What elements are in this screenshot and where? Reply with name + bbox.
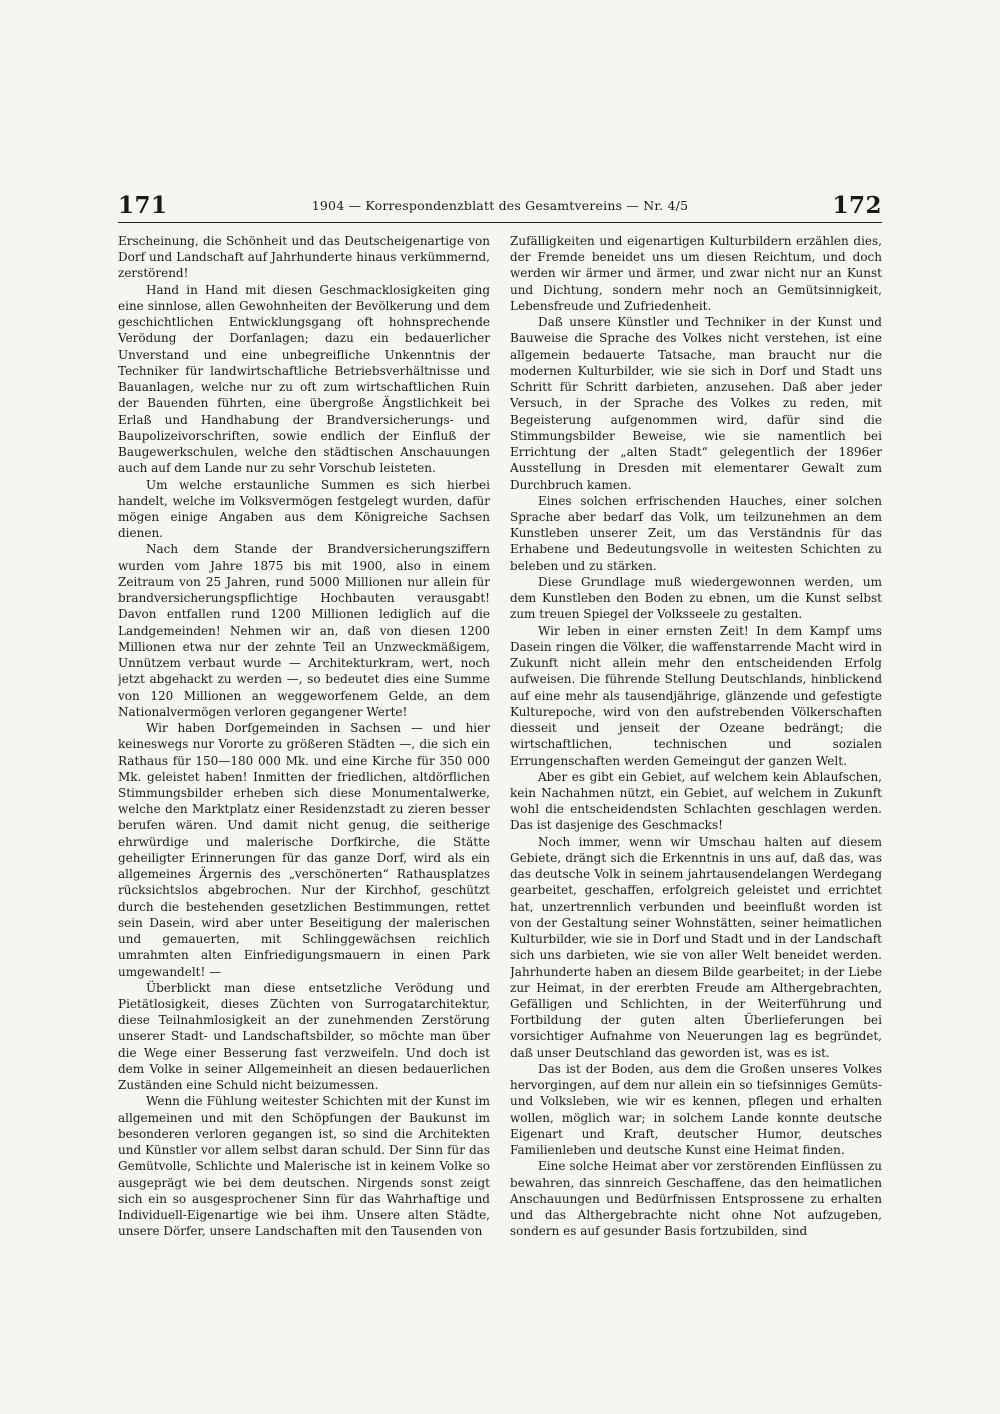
paragraph: Daß unsere Künstler und Techniker in der Kunst und Bauweise die Sprache des Volkes nicht verstehen, ist eine allgemein bedauerte Tatsache, man braucht nur die modernen Kulturbilder, wie sie sich in Dorf und Stadt uns Schritt für Schritt darbieten, anzusehen. Daß aber jeder Versuch, in der Sprache des Volkes zu reden, mit Begeisterung aufgenommen wird, dafür sind die Stimmungsbilder Beweise, wie sie namentlich bei Errichtung der „alten Stadt“ gelegentlich der 1896er Ausstellung in Dresden mit elementarer Gewalt zum Durchbruch kamen. xyxy=(510,315,882,492)
text-column-left xyxy=(118,233,490,1253)
paragraph: Erscheinung, die Schönheit und das Deutscheigenartige von Dorf und Landschaft auf Jahrhunderte hinaus verkümmernd, zerstörend! xyxy=(118,234,490,281)
page-number-right: 172 xyxy=(832,192,882,219)
paragraph: Wir haben Dorfgemeinden in Sachsen — und hier keineswegs nur Vororte zu größeren Städten —, die sich ein Rathaus für 150—180 000 Mk. und eine Kirche für 350 000 Mk. geleistet haben! Inmitten der friedlichen, altdörflichen Stimmungsbilder erheben sich diese Monumentalwerke, welche den Marktplatz einer Residenzstadt zu zieren besser berufen wären. Und damit nicht genug, die seitherige ehrwürdige und malerische Dorfkirche, die Stätte geheiligter Erinnerungen für das ganze Dorf, wird als ein allgemeines Ärgernis des „verschönerten“ Rathausplatzes rücksichtslos abgebrochen. Nur der Kirchhof, geschützt durch die bestehenden gesetzlichen Bestimmungen, rettet sein Dasein, wird aber unter Beseitigung der malerischen und gemauerten, mit Schlinggewächsen reichlich umrahmten alten Einfriedigungsmauern in einen Park umgewandelt! — xyxy=(118,721,490,979)
paragraph: Diese Grundlage muß wiedergewonnen werden, um dem Kunstleben den Boden zu ebnen, um die Kunst selbst zum treuen Spiegel der Volksseele zu gestalten. xyxy=(510,574,882,622)
text-column-right xyxy=(510,233,882,1253)
paragraph: Wir leben in einer ernsten Zeit! In dem Kampf ums Dasein ringen die Völker, die waffenstarrende Macht wird in Zukunft nicht allein mehr den entscheidenden Erfolg aufweisen. Die führende Stellung Deutschlands, hinblickend auf eine mehr als tausendjährige, glänzende und gefestigte Kulturepoche, wird von den aufstrebenden Völkerschaften diesseit und jenseit der Ozeane bedrängt; die wirtschaftlichen, technischen und sozialen Errungenschaften werden Gemeingut der ganzen Welt. xyxy=(510,623,882,768)
paragraph: Das ist der Boden, aus dem die Großen unseres Volkes hervorgingen, auf dem nur allein ein so tiefsinniges Gemüts- und Volksleben, wie wir es kennen, pflegen und erhalten wollen, möglich war; in solchem Lande konnte deutsche Eigenart und Kraft, deutscher Humor, deutsches Familienleben und deutsche Kunst eine Heimat finden. xyxy=(510,1061,882,1158)
paragraph: Überblickt man diese entsetzliche Verödung und Pietätlosigkeit, dieses Züchten von Surrogatarchitektur, diese Teilnahmlosigkeit an der zunehmenden Zerstörung unserer Stadt- und Landschaftsbilder, so möchte man über die Wege einer Besserung fast verzweifeln. Und doch ist dem Volke in seiner Allgemeinheit an diesen bedauerlichen Zuständen eine Schuld nicht beizumessen. xyxy=(118,980,490,1093)
paragraph: Wenn die Fühlung weitester Schichten mit der Kunst im allgemeinen und mit den Schöpfungen der Baukunst im besonderen verloren gegangen ist, so sind die Architekten und Künstler vor allem selbst daran schuld. Der Sinn für das Gemütvolle, Schlichte und Malerische ist in keinem Volke so ausgeprägt wie bei dem deutschen. Nirgends sonst zeigt sich ein so ausgesprochener Sinn für das Wahrhaftige und Individuell-Eigenartige wie bei ihm. Unsere alten Städte, unsere Dörfer, unsere Landschaften mit den Tausenden von xyxy=(118,1094,490,1239)
paragraph: Zufälligkeiten und eigenartigen Kulturbildern erzählen dies, der Fremde beneidet uns um diesen Reichtum, und doch werden wir ärmer und ärmer, und zwar nicht nur an Kunst und Dichtung, sondern mehr noch an Gemütsinnigkeit, Lebensfreude und Zufriedenheit. xyxy=(510,234,882,313)
paragraph: Hand in Hand mit diesen Geschmacklosigkeiten ging eine sinnlose, allen Gewohnheiten der Bevölkerung und dem geschichtlichen Entwicklungsgang oft hohnsprechende Verödung der Dorfanlagen; dazu ein bedauerlicher Unverstand und eine unbegreifliche Unkenntnis der Techniker für landwirtschaftliche Betriebsverhältnisse und Bauanlagen, welche nur zu oft zum wirtschaftlichen Ruin der Bauenden führten, eine übergroße Ängstlichkeit bei Erlaß und Handhabung der Brandversicherungs- und Baupolizeivorschriften, sowie endlich der Einfluß der Baugewerkschulen, welche den städtischen Anschauungen auch auf dem Lande nur zu sehr Vorschub leisteten. xyxy=(118,282,490,476)
paragraph: Noch immer, wenn wir Umschau halten auf diesem Gebiete, drängt sich die Erkenntnis in uns auf, daß das, was das deutsche Volk in seinem jahrtausendelangen Werdegang gearbeitet, geschaffen, erfolgreich geleistet und errichtet hat, unzertrennlich verbunden und beeinflußt worden ist von der Gestaltung seiner Wohnstätten, seiner heimatlichen Kulturbilder, wie sie in Dorf und Stadt und in der Landschaft sich uns darbieten, wie sie von aller Welt beneidet werden. Jahrhunderte haben an diesem Bilde gearbeitet; in der Liebe zur Heimat, in der ererbten Freude am Althergebrachten, Gefälligen und Schlichten, in der Weiterführung und Fortbildung der guten alten Überlieferungen bei vorsichtiger Aufnahme von Neuerungen lag es begründet, daß unser Deutschland das geworden ist, was es ist. xyxy=(510,834,882,1060)
running-header xyxy=(118,192,882,223)
paragraph: Um welche erstaunliche Summen es sich hierbei handelt, welche im Volksvermögen festgelegt wurden, dafür mögen einige Angaben aus dem Königreiche Sachsen dienen. xyxy=(118,477,490,541)
paragraph: Aber es gibt ein Gebiet, auf welchem kein Ablaufschen, kein Nachahmen nützt, ein Gebiet, auf welchem in Zukunft wohl die entscheidendsten Schlachten geschlagen werden. Das ist dasjenige des Geschmacks! xyxy=(510,769,882,833)
page-number-left: 171 xyxy=(118,192,168,219)
paragraph: Nach dem Stande der Brandversicherungsziffern wurden vom Jahre 1875 bis mit 1900, also in einem Zeitraum von 25 Jahren, rund 5000 Millionen nur allein für brandversicherungspflichtige Hochbauten verausgabt! Davon entfallen rund 1200 Millionen lediglich auf die Landgemeinden! Nehmen wir an, daß von diesen 1200 Millionen etwa nur der zehnte Teil an Unzweckmäßigem, Unnützem verbaut wurde — Architekturkram, wert, noch jetzt abgehackt zu werden —, so bedeutet dies eine Summe von 120 Millionen an weggeworfenem Gelde, an dem Nationalvermögen verloren gegangener Werte! xyxy=(118,542,490,719)
paragraph: Eines solchen erfrischenden Hauches, einer solchen Sprache aber bedarf das Volk, um teilzunehmen an dem Kunstleben unserer Zeit, um das Verständnis für das Erhabene und Bedeutungsvolle in weitesten Schichten zu beleben und zu stärken. xyxy=(510,493,882,573)
running-title: 1904 — Korrespondenzblatt des Gesamtvereins — Nr. 4/5 xyxy=(311,198,689,213)
paragraph: Eine solche Heimat aber vor zerstörenden Einflüssen zu bewahren, das sinnreich Geschaffene, das den heimatlichen Anschauungen und Bedürfnissen Entsprossene zu erhalten und das Althergebrachte nicht ohne Not aufzugeben, sondern es auf gesunder Basis fortzubilden, sind xyxy=(510,1159,882,1239)
